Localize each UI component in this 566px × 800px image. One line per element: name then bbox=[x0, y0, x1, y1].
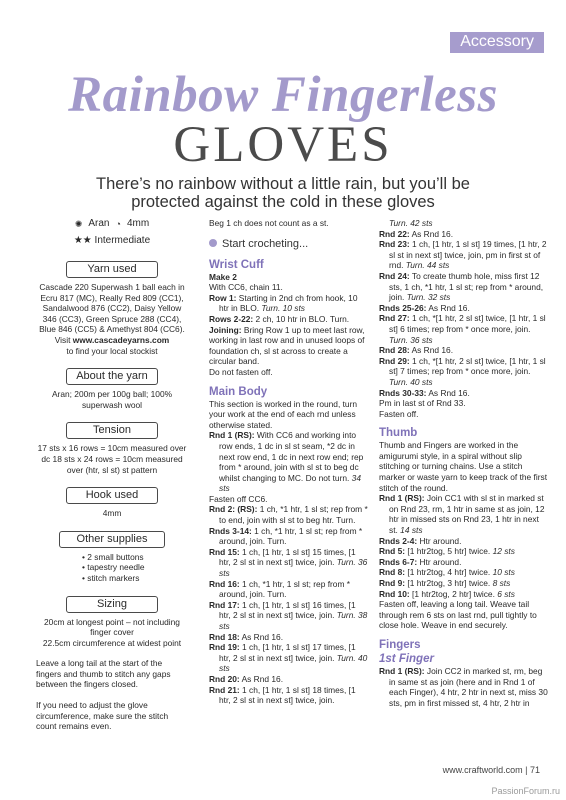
tension-heading: Tension bbox=[66, 422, 158, 439]
supplies-list bbox=[36, 552, 188, 584]
instruction-text: As Rnd 16. bbox=[409, 228, 454, 239]
hook-icon: ◔ bbox=[115, 219, 121, 230]
stitch-count: Turn. 44 sts bbox=[405, 260, 450, 271]
yarn-used-body: Cascade 220 Superwash 1 ball each in Ecru 817 (MC), Really Red 809 (CC1), Sandalwood 876 (CC2), Daisy Yellow 346 (CC3), Green Spruce 288 (CC4), Blue 846 (CC5) & Amethyst 804 (CC6). bbox=[39, 282, 185, 335]
section-badge: Accessory bbox=[450, 32, 544, 53]
list-item: • tapestry needle bbox=[36, 562, 188, 573]
rnd-27 bbox=[379, 313, 549, 345]
stitch-count: Turn. 36 sts bbox=[389, 334, 433, 345]
instruction-text: 1 ch, [1 htr, 1 sl st] 18 times, [1 htr, 2 sl st in next st] twice, join. bbox=[219, 684, 356, 706]
instruction-text: 1 ch, [1 htr, 1 sl st] 17 times, [1 htr, 2 sl st in next st] twice, join. bbox=[219, 642, 356, 663]
rnd-18 bbox=[209, 632, 369, 643]
with-cc6: With CC6, chain 11. bbox=[209, 282, 283, 293]
rnd-22 bbox=[379, 229, 549, 240]
instruction-text: Join CC1 with sl st in marked st on Rnd 23, rm, 1 htr in same st as join, 12 htr in missed sts on Rnd 23, 1 htr in next st. bbox=[389, 493, 545, 536]
thumb-rnd-10 bbox=[379, 589, 549, 600]
first-finger-heading: 1st Finger bbox=[379, 652, 434, 665]
round-label: Joining: bbox=[209, 324, 242, 335]
thumb-rnd-1 bbox=[379, 493, 549, 535]
round-label: Rnd 15: bbox=[209, 546, 240, 557]
instruction-text: 1 ch, *[1 htr, 2 sl st] twice, [1 htr, 1 sl st] 7 times; rep from * once more, join. bbox=[389, 355, 546, 377]
hook-size: 4mm bbox=[126, 218, 150, 230]
rnds-3-14 bbox=[209, 526, 369, 547]
meta-row bbox=[36, 218, 188, 231]
sizing-text-1: 20cm at longest point – not including finger cover bbox=[44, 616, 180, 638]
round-label: Rows 2-22: bbox=[209, 313, 254, 324]
finger-rnd-1 bbox=[379, 666, 549, 708]
yarn-ball-icon: ✺ bbox=[74, 219, 83, 230]
instruction-text: 1 ch, *1 htr, 1 sl st; rep from * around, join. Turn. bbox=[219, 578, 351, 600]
instruction-text: Htr around. bbox=[417, 535, 462, 546]
rows-2-22 bbox=[209, 314, 369, 325]
other-supplies-heading: Other supplies bbox=[59, 531, 165, 548]
wrist-cuff-heading: Wrist Cuff bbox=[209, 258, 264, 271]
stitch-count: 8 sts bbox=[492, 578, 511, 588]
thumb-intro: Thumb and Fingers are worked in the amigurumi style, in a spiral without slip stitching or turning chains. Use a stitch marker or waste yarn to keep track of the first stitch of the round. bbox=[379, 440, 548, 493]
sizing-text-2: 22.5cm circumference at widest point bbox=[42, 637, 182, 648]
main-body-heading: Main Body bbox=[209, 385, 268, 398]
stitch-count: Turn. 42 sts bbox=[389, 218, 433, 228]
tension-text: 17 sts x 16 rows = 10cm measured over dc 18 sts x 24 rows = 10cm measured over (htr, sl st) st pattern bbox=[37, 443, 187, 475]
round-label: Rnd 9: bbox=[379, 578, 406, 588]
round-label: Rnd 1 (RS): bbox=[379, 493, 425, 504]
round-label: Rnd 28: bbox=[379, 345, 410, 356]
instruction-text: [1 htr2tog, 3 htr] twice. bbox=[405, 578, 493, 588]
round-label: Rnds 6-7: bbox=[379, 556, 418, 567]
instruction-text: 1 ch, [1 htr, 1 sl st] 16 times, [1 htr, 2 sl st in next st] twice, join. bbox=[219, 599, 356, 621]
skill-level: ★★ Intermediate bbox=[73, 235, 151, 246]
stitch-count: Turn. 40 sts bbox=[219, 652, 368, 674]
round-label: Rnd 20: bbox=[209, 673, 240, 684]
stitch-count: 12 sts bbox=[492, 546, 515, 557]
round-label: Rnd 27: bbox=[379, 313, 410, 324]
main-body-intro: This section is worked in the round, turn your work at the end of each rnd unless otherwise stated. bbox=[209, 398, 358, 430]
instruction-text: As Rnd 16. bbox=[426, 387, 470, 398]
stitch-count: 6 sts bbox=[497, 588, 515, 599]
pattern-column-2 bbox=[379, 218, 549, 708]
stitch-count: Turn. 36 sts bbox=[219, 557, 368, 579]
rnd-15 bbox=[209, 547, 369, 579]
footer-site: www.craftworld.com bbox=[442, 765, 523, 775]
round-label: Rnd 2: (RS): bbox=[209, 504, 258, 515]
round-label: Rnd 23: bbox=[379, 239, 410, 250]
round-label: Rnd 22: bbox=[379, 228, 410, 239]
round-label: Rnd 24: bbox=[379, 270, 410, 281]
rnds-30-33 bbox=[379, 388, 549, 399]
start-label: Start crocheting... bbox=[222, 237, 309, 250]
turn-42 bbox=[379, 218, 549, 229]
round-label: Rnd 18: bbox=[209, 631, 240, 642]
fasten-note: Do not fasten off. bbox=[209, 366, 273, 377]
list-item: • stitch markers bbox=[36, 573, 188, 584]
instruction-text: With CC6 and working into row ends, 1 dc in sl st seam, *2 dc in next row end, 1 dc in next row end; rep from * around, join with sl st to beg dc whilst changing to MC. Do not turn. bbox=[219, 430, 364, 483]
thumb-rnds-6-7 bbox=[379, 557, 549, 568]
rnd-21 bbox=[209, 685, 369, 706]
make-2: Make 2 bbox=[209, 271, 237, 282]
round-label: Row 1: bbox=[209, 292, 237, 303]
fasten-off: Fasten off. bbox=[379, 408, 419, 419]
stitch-count: 10 sts bbox=[492, 567, 515, 578]
round-label: Rnd 10: bbox=[379, 588, 410, 599]
yarn-weight: Aran bbox=[88, 218, 110, 230]
page-footer bbox=[443, 765, 540, 775]
round-label: Rnds 25-26: bbox=[379, 302, 427, 313]
rnd-1 bbox=[209, 430, 369, 494]
page-number: 71 bbox=[529, 765, 540, 775]
hook-used-text: 4mm bbox=[102, 508, 122, 519]
instruction-text: Htr around. bbox=[417, 556, 462, 567]
round-label: Rnds 30-33: bbox=[379, 387, 427, 398]
round-label: Rnd 16: bbox=[209, 578, 240, 589]
thumb-heading: Thumb bbox=[379, 427, 418, 440]
round-label: Rnd 8: bbox=[379, 567, 406, 578]
pattern-column-1 bbox=[209, 218, 369, 706]
yarn-used-heading: Yarn used bbox=[66, 261, 158, 278]
thumb-rnd-8 bbox=[379, 567, 549, 578]
instruction-text: 2 ch, 10 htr in BLO. Turn. bbox=[253, 313, 350, 324]
rnd-19 bbox=[209, 642, 369, 674]
round-label: Rnds 3-14: bbox=[209, 525, 252, 536]
watermark: PassionForum.ru bbox=[491, 786, 560, 796]
note-2: If you need to adjust the glove circumference, make sure the stitch count remains even. bbox=[36, 700, 169, 732]
instruction-text: 1 ch, [1 htr, 1 sl st] 15 times, [1 htr, 2 sl st in next st] twice, join. bbox=[219, 546, 356, 568]
instruction-text: 1 ch, *1 htr, 1 sl st; rep from * around, join. Turn. bbox=[219, 525, 363, 547]
hook-used-heading: Hook used bbox=[66, 487, 158, 504]
footer-separator: | bbox=[525, 765, 528, 775]
page-subtitle: There’s no rainbow without a little rain, but you’ll be protected against the cold in these gloves bbox=[96, 175, 470, 211]
stitch-count: 14 sts bbox=[400, 525, 423, 536]
instruction-text: [1 htr2tog, 2 htr] twice. bbox=[409, 588, 498, 599]
stitch-count: Turn. 38 sts bbox=[219, 610, 368, 631]
stitch-count: Turn. 10 sts bbox=[261, 303, 305, 314]
round-label: Rnd 29: bbox=[379, 355, 410, 366]
rnds-25-26 bbox=[379, 303, 549, 314]
instruction-text: 1 ch, [1 htr, 1 sl st] 19 times, [1 htr, 2 sl st in next st] twice, join, pm in first st of rnd. bbox=[389, 239, 547, 271]
rnd-29 bbox=[379, 356, 549, 388]
stitch-count: Turn. 40 sts bbox=[389, 376, 433, 387]
rnd-23 bbox=[379, 239, 549, 271]
row-1 bbox=[209, 293, 369, 314]
thumb-rnds-2-4 bbox=[379, 536, 549, 547]
yarn-used-text bbox=[36, 282, 188, 356]
rnd-20 bbox=[209, 674, 369, 685]
about-yarn-text: Aran; 200m per 100g ball; 100% superwash wool bbox=[51, 389, 173, 410]
sizing-heading: Sizing bbox=[66, 596, 158, 613]
visit-label: Visit bbox=[54, 334, 73, 345]
page-title-line2: GLOVES bbox=[173, 117, 393, 173]
rnd-2 bbox=[209, 504, 369, 525]
fingers-heading: Fingers bbox=[379, 638, 421, 651]
stitch-count: Turn. 32 sts bbox=[406, 292, 451, 303]
rnd-28 bbox=[379, 345, 549, 356]
start-heading bbox=[209, 237, 369, 251]
instruction-text: As Rnd 16. bbox=[409, 345, 454, 356]
instruction-text: Bring Row 1 up to meet last row, working in last row and in unused loops of foundation ch, sl st across to create a circular band. bbox=[209, 324, 365, 367]
joining bbox=[209, 325, 369, 367]
list-item: • 2 small buttons bbox=[36, 552, 188, 563]
thumb-fasten: Fasten off, leaving a long tail. Weave tail through rem 6 sts on last rnd, pull tightly to close hole. Weave in end securely. bbox=[379, 599, 537, 631]
bullet-dot-icon bbox=[209, 239, 217, 247]
round-label: Rnd 19: bbox=[209, 642, 240, 653]
thumb-rnd-9 bbox=[379, 578, 549, 589]
beg-note: Beg 1 ch does not count as a st. bbox=[209, 218, 329, 228]
fasten-cc6: Fasten off CC6. bbox=[209, 493, 268, 504]
rnd-24 bbox=[379, 271, 549, 303]
instruction-text: As Rnd 16. bbox=[239, 631, 284, 642]
instruction-text: [1 htr2tog, 4 htr] twice. bbox=[405, 567, 493, 578]
instruction-text: [1 htr2tog, 5 htr] twice. bbox=[405, 546, 493, 557]
yarn-url: www.cascadeyarns.com bbox=[72, 334, 170, 345]
instruction-text: Join CC2 in marked st, rm, beg in same st as join (here and in Rnd 1 of each Finger), 4 htr, 2 htr in next st, miss 30 sts, pm in first missed st, 4 htr, 2 htr in bbox=[389, 665, 548, 708]
note-1: Leave a long tail at the start of the fingers and thumb to stitch any gaps between the fingers closed. bbox=[36, 658, 171, 690]
round-label: Rnds 2-4: bbox=[379, 535, 418, 546]
round-label: Rnd 5: bbox=[379, 546, 406, 557]
round-label: Rnd 1 (RS): bbox=[379, 665, 425, 676]
instruction-text: As Rnd 16. bbox=[239, 673, 284, 684]
info-column bbox=[36, 218, 188, 732]
page-title-line1: Rainbow Fingerless bbox=[68, 67, 498, 123]
instruction-text: 1 ch, *[1 htr, 2 sl st] twice, [1 htr, 1 sl st] 6 times; rep from * once more, join. bbox=[389, 313, 546, 334]
rnd-17 bbox=[209, 600, 369, 632]
rnd-16 bbox=[209, 579, 369, 600]
instruction-text: 1 ch, *1 htr, 1 sl st; rep from * to end, join with sl st to beg htr. Turn. bbox=[219, 504, 368, 526]
stockist-text: to find your local stockist bbox=[66, 345, 158, 356]
thumb-rnd-5 bbox=[379, 546, 549, 557]
instruction-text: Starting in 2nd ch from hook, 10 htr in BLO. bbox=[219, 292, 358, 314]
round-label: Rnd 17: bbox=[209, 599, 240, 610]
about-yarn-heading: About the yarn bbox=[66, 368, 158, 385]
stitch-count: 34 sts bbox=[219, 472, 361, 494]
instruction-text: As Rnd 16. bbox=[426, 302, 470, 313]
pm-note: Pm in last st of Rnd 33. bbox=[379, 398, 466, 409]
round-label: Rnd 1 (RS): bbox=[209, 430, 255, 441]
round-label: Rnd 21: bbox=[209, 684, 240, 695]
instruction-text: To create thumb hole, miss first 12 sts, 1 ch, *1 htr, 1 sl st; rep from * around, join. bbox=[389, 270, 544, 303]
